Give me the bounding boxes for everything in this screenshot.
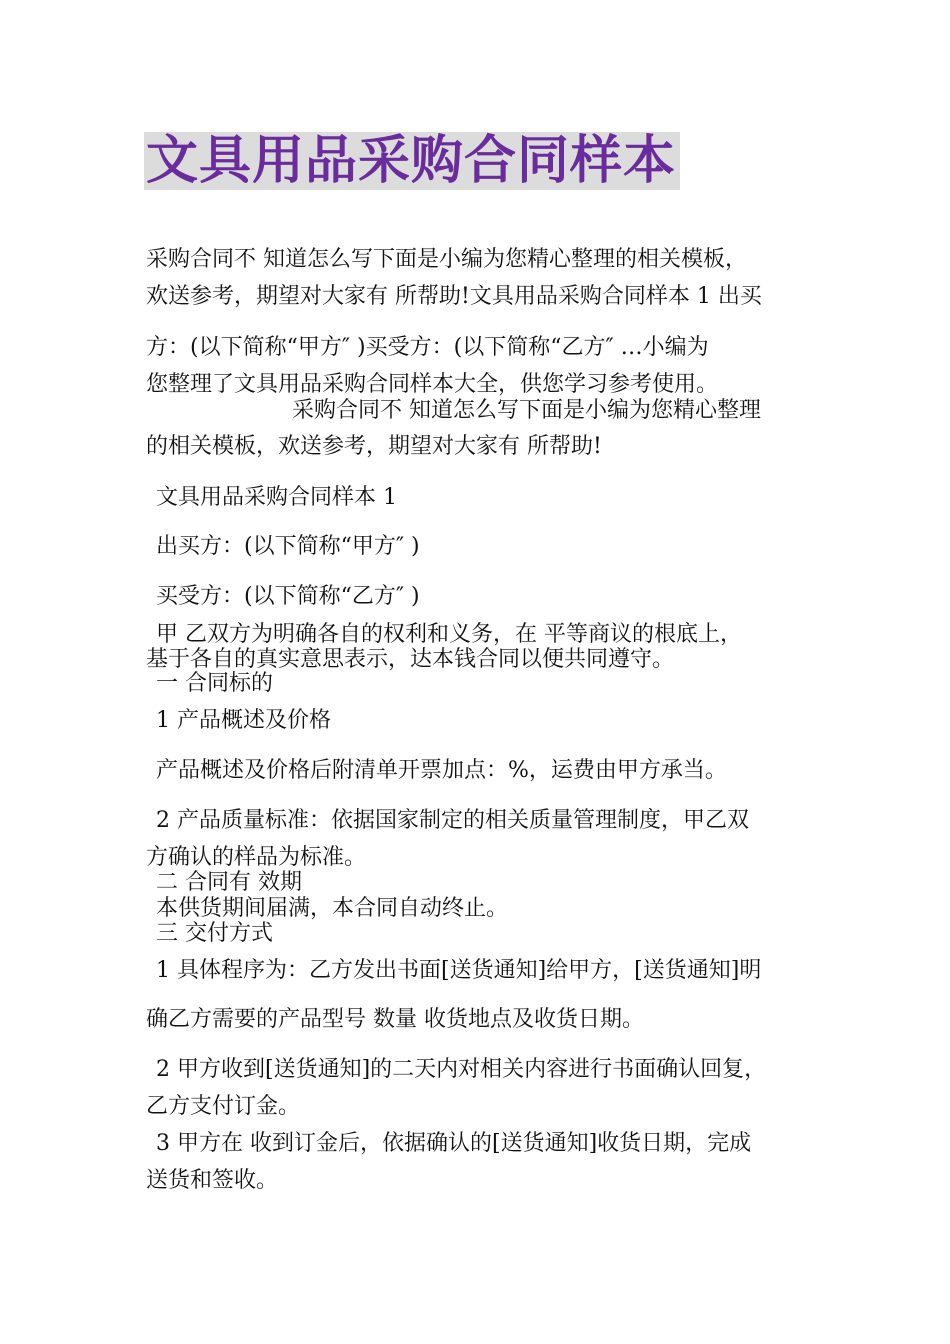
buyer-line: 出买方：(以下简称“甲方″ ) xyxy=(156,534,420,559)
clause-3-2-line-2: 乙方支付订金。 xyxy=(146,1094,301,1119)
clause-3-1-line-1: 1 具体程序为：乙方发出书面[送货通知]给甲方，[送货通知]明 xyxy=(156,958,762,983)
intro-line-2: 欢送参考，期望对大家有 所帮助!文具用品采购合同样本 1 出买 xyxy=(146,284,762,309)
clause-1-1: 1 产品概述及价格 xyxy=(156,708,331,733)
clause-3-2-line-1: 2 甲方收到[送货通知]的二天内对相关内容进行书面确认回复， xyxy=(156,1057,767,1082)
clause-3-3-line-2: 送货和签收。 xyxy=(146,1168,279,1193)
section-1-heading: 一 合同标的 xyxy=(156,671,273,696)
clause-1-2-line-2: 方确认的样品为标准。 xyxy=(146,845,367,870)
intro-line-4: 您整理了文具用品采购合同样本大全，供您学习参考使用。 xyxy=(146,372,719,397)
clause-1-1-detail: 产品概述及价格后附清单开票加点：%，运费由甲方承当。 xyxy=(156,758,727,783)
document-title: 文具用品采购合同样本 xyxy=(144,132,680,190)
section-3-heading: 三 交付方式 xyxy=(156,921,273,946)
clause-3-3-line-1: 3 甲方在 收到订金后，依据确认的[送货通知]收货日期，完成 xyxy=(156,1131,752,1156)
preamble-line-1: 甲 乙双方为明确各自的权利和义务，在 平等商议的根底上， xyxy=(156,622,742,647)
seller-line: 买受方：(以下简称“乙方″ ) xyxy=(156,584,420,609)
clause-3-1-line-2: 确乙方需要的产品型号 数量 收货地点及收货日期。 xyxy=(146,1007,644,1032)
repeat-line-2: 的相关模板，欢送参考，期望对大家有 所帮助! xyxy=(146,434,602,459)
intro-line-3: 方：(以下简称“甲方″ )买受方：(以下简称“乙方″ …小编为 xyxy=(146,335,709,360)
clause-1-2-line-1: 2 产品质量标准：依据国家制定的相关质量管理制度，甲乙双 xyxy=(156,808,749,833)
section-2-heading: 二 合同有 效期 xyxy=(156,870,302,895)
clause-2-text: 本供货期间届满，本合同自动终止。 xyxy=(156,896,509,921)
preamble-line-2: 基于各自的真实意思表示，达本钱合同以便共同遵守。 xyxy=(146,647,675,672)
intro-line-1: 采购合同不 知道怎么写下面是小编为您精心整理的相关模板， xyxy=(146,247,747,272)
repeat-line-1: 采购合同不 知道怎么写下面是小编为您精心整理 xyxy=(292,398,761,423)
contract-heading: 文具用品采购合同样本 1 xyxy=(156,485,397,510)
